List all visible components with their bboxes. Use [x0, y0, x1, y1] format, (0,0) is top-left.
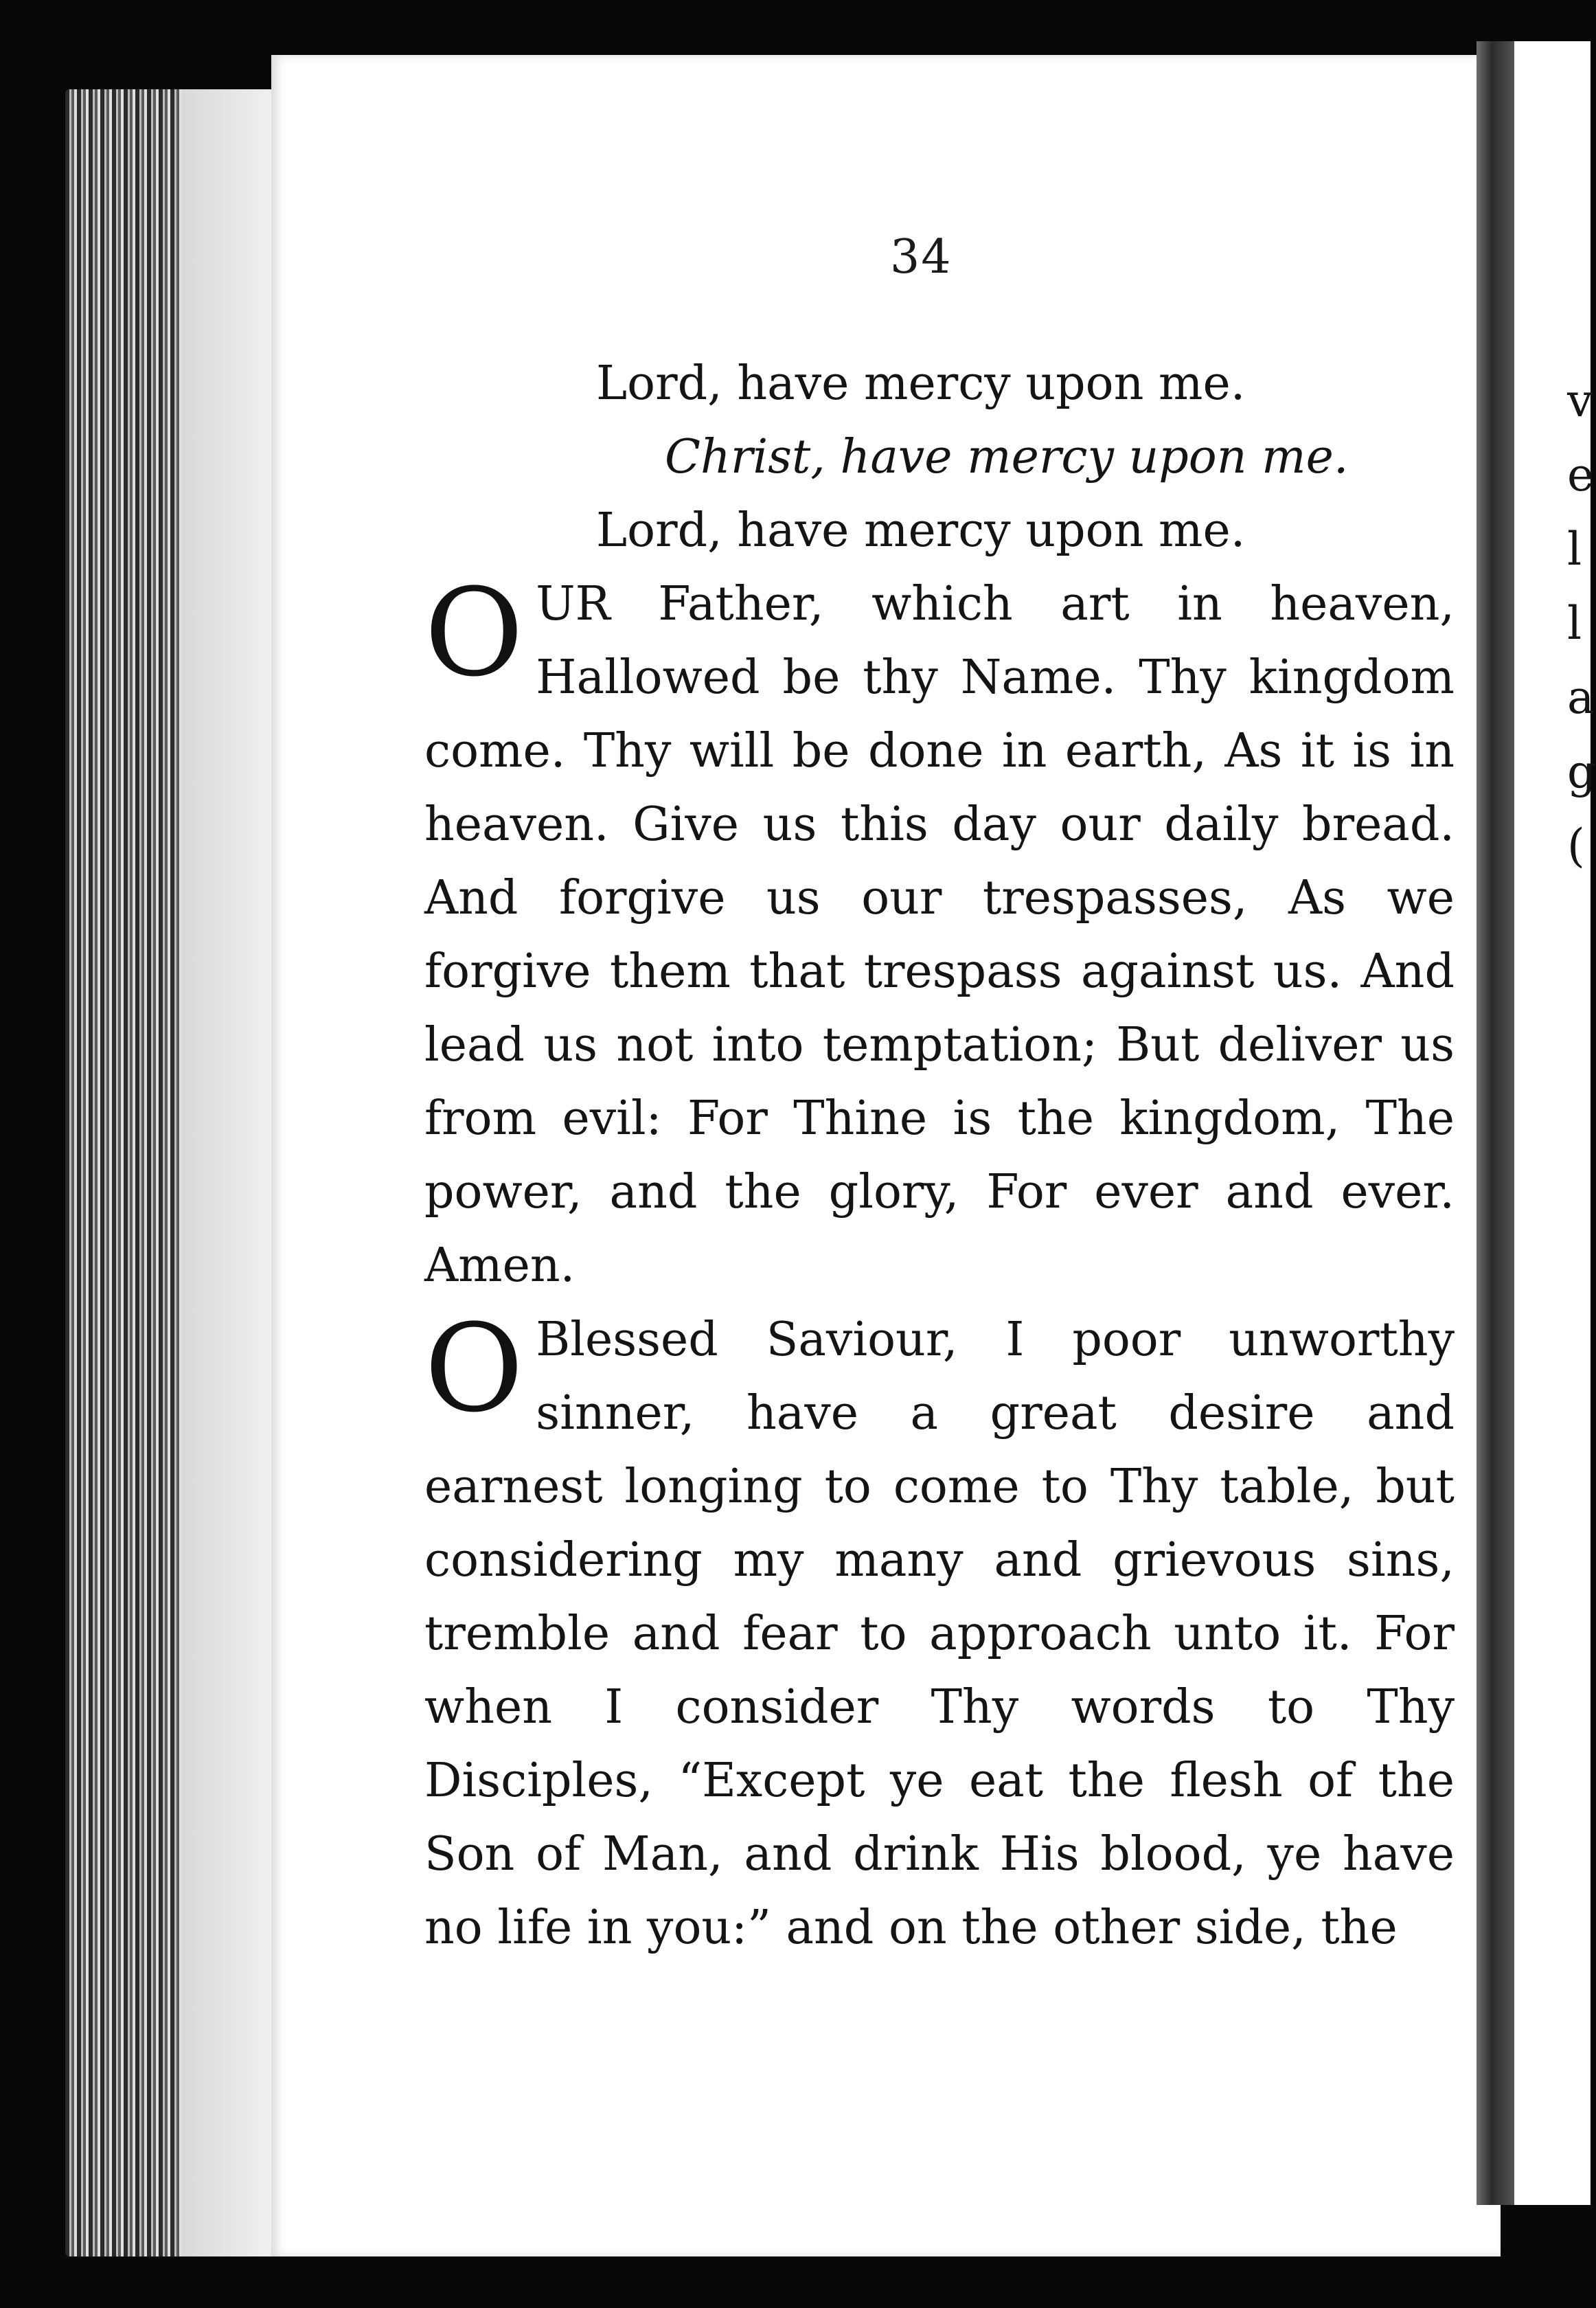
page-number: 34 — [890, 230, 953, 284]
next-page-letter: a — [1567, 671, 1595, 724]
paragraph-text: Father, which art in heaven, Hallowed be thy Name. Thy kingdom come. Thy will be done in earth, As it is in heaven. Give us this day our daily bread. And forgive us our trespasses, As we forgive them that trespass against us. And lead us not into temptation; But deliver us from evil: For Thine is the kingdom, The power, and the glory, For ever and ever. Amen. — [424, 577, 1455, 1293]
saviour-prayer-paragraph — [424, 1298, 1455, 1965]
next-page-letter: v — [1567, 374, 1593, 427]
next-page-letter: e — [1567, 449, 1595, 501]
book-gutter — [1477, 41, 1515, 2205]
drop-cap: O — [424, 563, 524, 703]
next-page-letter: ( — [1567, 819, 1585, 872]
response-line-2: Christ, have mercy upon me. — [665, 430, 1349, 484]
lords-prayer-paragraph — [424, 563, 1455, 1302]
response-line-1: Lord, have mercy upon me. — [596, 357, 1246, 411]
next-page-letters — [1567, 364, 1595, 883]
next-page-letter: l — [1567, 597, 1582, 650]
drop-cap: O — [424, 1298, 524, 1439]
response-line-3: Lord, have mercy upon me. — [596, 504, 1246, 558]
next-page-letter: l — [1567, 523, 1582, 576]
lead-word: UR — [536, 577, 611, 631]
next-page-letter: g — [1567, 745, 1596, 798]
page-edges — [65, 89, 285, 2256]
paragraph-text: Blessed Saviour, I poor unworthy sinner, have a great desire and earnest longing to come to Thy table, but considering my many and grievous sins, tremble and fear to approach unto it. For when I consider Thy words to Thy Disciples, “Except ye eat the flesh of the Son of Man, and drink His blood, ye have no life in you:” and on the other side, the — [424, 1313, 1455, 1955]
page-edges-inner — [182, 89, 285, 2256]
